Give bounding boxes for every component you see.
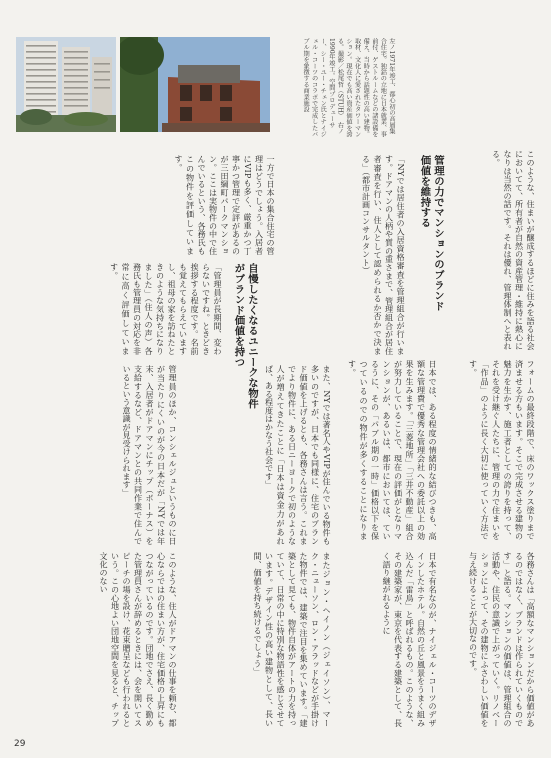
tower-mansion-photo — [16, 37, 116, 132]
article-paragraph-2: 日本では、ある程度の情緒的な結びつきも、高額な管理費で優秀な管理会社への委託以上の効果を生みます。「三菱地所」「三井不動産」組合が努力していることで、現在の評価がとなりマンションが、あるいは、都市においては、ているうに、その「パブル期の一時」価格以下を保つているのでの物件が多くすることになります。 — [347, 360, 438, 540]
article-paragraph-6: 管理員のほか、コンシェルジュというものに日が当たりにくいのが今の日本だが「NYでは年末、入居者がドアマンにチップ（ボーナス）を支給するなど、ドアマンとの共同作業で住んでいるという意識が見受けられます」 — [122, 365, 178, 545]
article-paragraph-3: 「NYでは居住者の入居資格審査を管理組合が行います。ドアマンの人柄や質の重さまで、管理組合が居住者審査を行い、住人として認められるか否かで決まる」（都市計画コンサルタント） — [361, 155, 406, 355]
article-paragraph-5: 「管理員が長期間、変わらないですね。ときどき挨拶する程度です。名前も覚えてもらえていますし、祖母の家を訪ねたときのような気持ちになりました」（住人の声）各務氏も管理員の対応を非常に高く評価しています。 — [109, 263, 223, 355]
section-heading-brand: 自慢したくなるユニークな物件がブランド価値を持つ — [232, 263, 258, 409]
photo-caption: 左ノ1971年竣工、都心初の高層集合住宅。独鈷の立地に日本就業、事前付、ゲストルームなどの諸設備を備え、当時から話題性の高い建物。取材、文化人に愛されたタワーマンション。現在でも高い資産価値を誇る。撮影／松尾哲（STUH） 右ノ1990年竣工。空間プロデューサー、シー・ユー・チェン氏とナイジェル・コーツのコラボで完成したバブル期を象徴する商業施設 — [302, 38, 395, 138]
article-paragraph-9: またジョン・ヘイノン（ジェイソン）、マーク・ニューソン、ロン・アラッドなどが手掛けた物件では、建築で注目を集めています。「建築として見ても、物件自体がアートの力を持っていて、日常の中に特別な物語性を感じさせています。デザイン性の高い建物として、長い間、価値を持ち続けるでしょう」 — [253, 552, 332, 727]
page-number: 29 — [14, 739, 26, 749]
article-paragraph-8: このような、住人がドアマンの仕事を頼む、都心ならではの住まい方が、住宅価格の上昇にもつながっているのです。団地でさえ、長く勤めた管理員さんが辞めるときには、会を開いてスピーチの場を設け、花束贈呈なども行われるという。この心地よい団地空間を見ると、チップ文化のない — [99, 552, 178, 727]
article-paragraph-12: 各務さんは「高額なマンションだから価値があるのではなく、ブランドは作られていくものです」と語る。マンションの価値は、管理組合の活動や、住民の意識で上がっていく。リノベーションによって、その建物にふさわしい価値を与え続けることが大切なのです。 — [468, 552, 536, 727]
article-paragraph-11: フォームの最終段階で、床のワックス塗りまで済ませる方もいます。そこで完成させる建物の魅力を生かす、施工者としての誇りを持って、それを受け継ぐ人たちに、管理の力で住まいを「作品」のように長く大切に使っていく方法です。 — [468, 360, 536, 540]
article-paragraph-7: また、NYでは著名人やVIPが住んでいる物件も多いのですが、日本でも同様に、住宅のブランド価値を上げるとも、各務さんは言う。これまでより物件に、ある日ニーヨークで初のような人が増えてきたことに「日本は資金力があれば、ある程度はかなう社会です」 — [264, 365, 332, 545]
article-paragraph-1: このような、住まいが醸成するほどに住みを語る社会においてて、所有者が自然の資産管理・維持に熱心になりは当然の話です。それは優れ、管理体制へと表れる。 — [491, 150, 536, 350]
section-heading-management: 管理の力でマンションのブランド価値を維持する — [418, 155, 444, 311]
article-paragraph-4: 一方で日本の集合住宅の管理はどうでしょう。入居者にVIPも多く、厳重かつ丁寧かつ管理で定評があるのが三田綱町パークマンション。ここは実物件の中で住んでいるという、各務氏もこの物件を評価しています。 — [174, 155, 276, 255]
article-paragraph-10: 日本で有名なのが、ナイジェル・コーツのデザインしたホテル。自然の丘と風景をうまく組み込んだ「雷鳥」と呼ばれるもの。このような、その建築家が、東京を代表する建築として、長く語り継がれるように — [382, 552, 438, 727]
commercial-building-photo — [120, 37, 270, 132]
